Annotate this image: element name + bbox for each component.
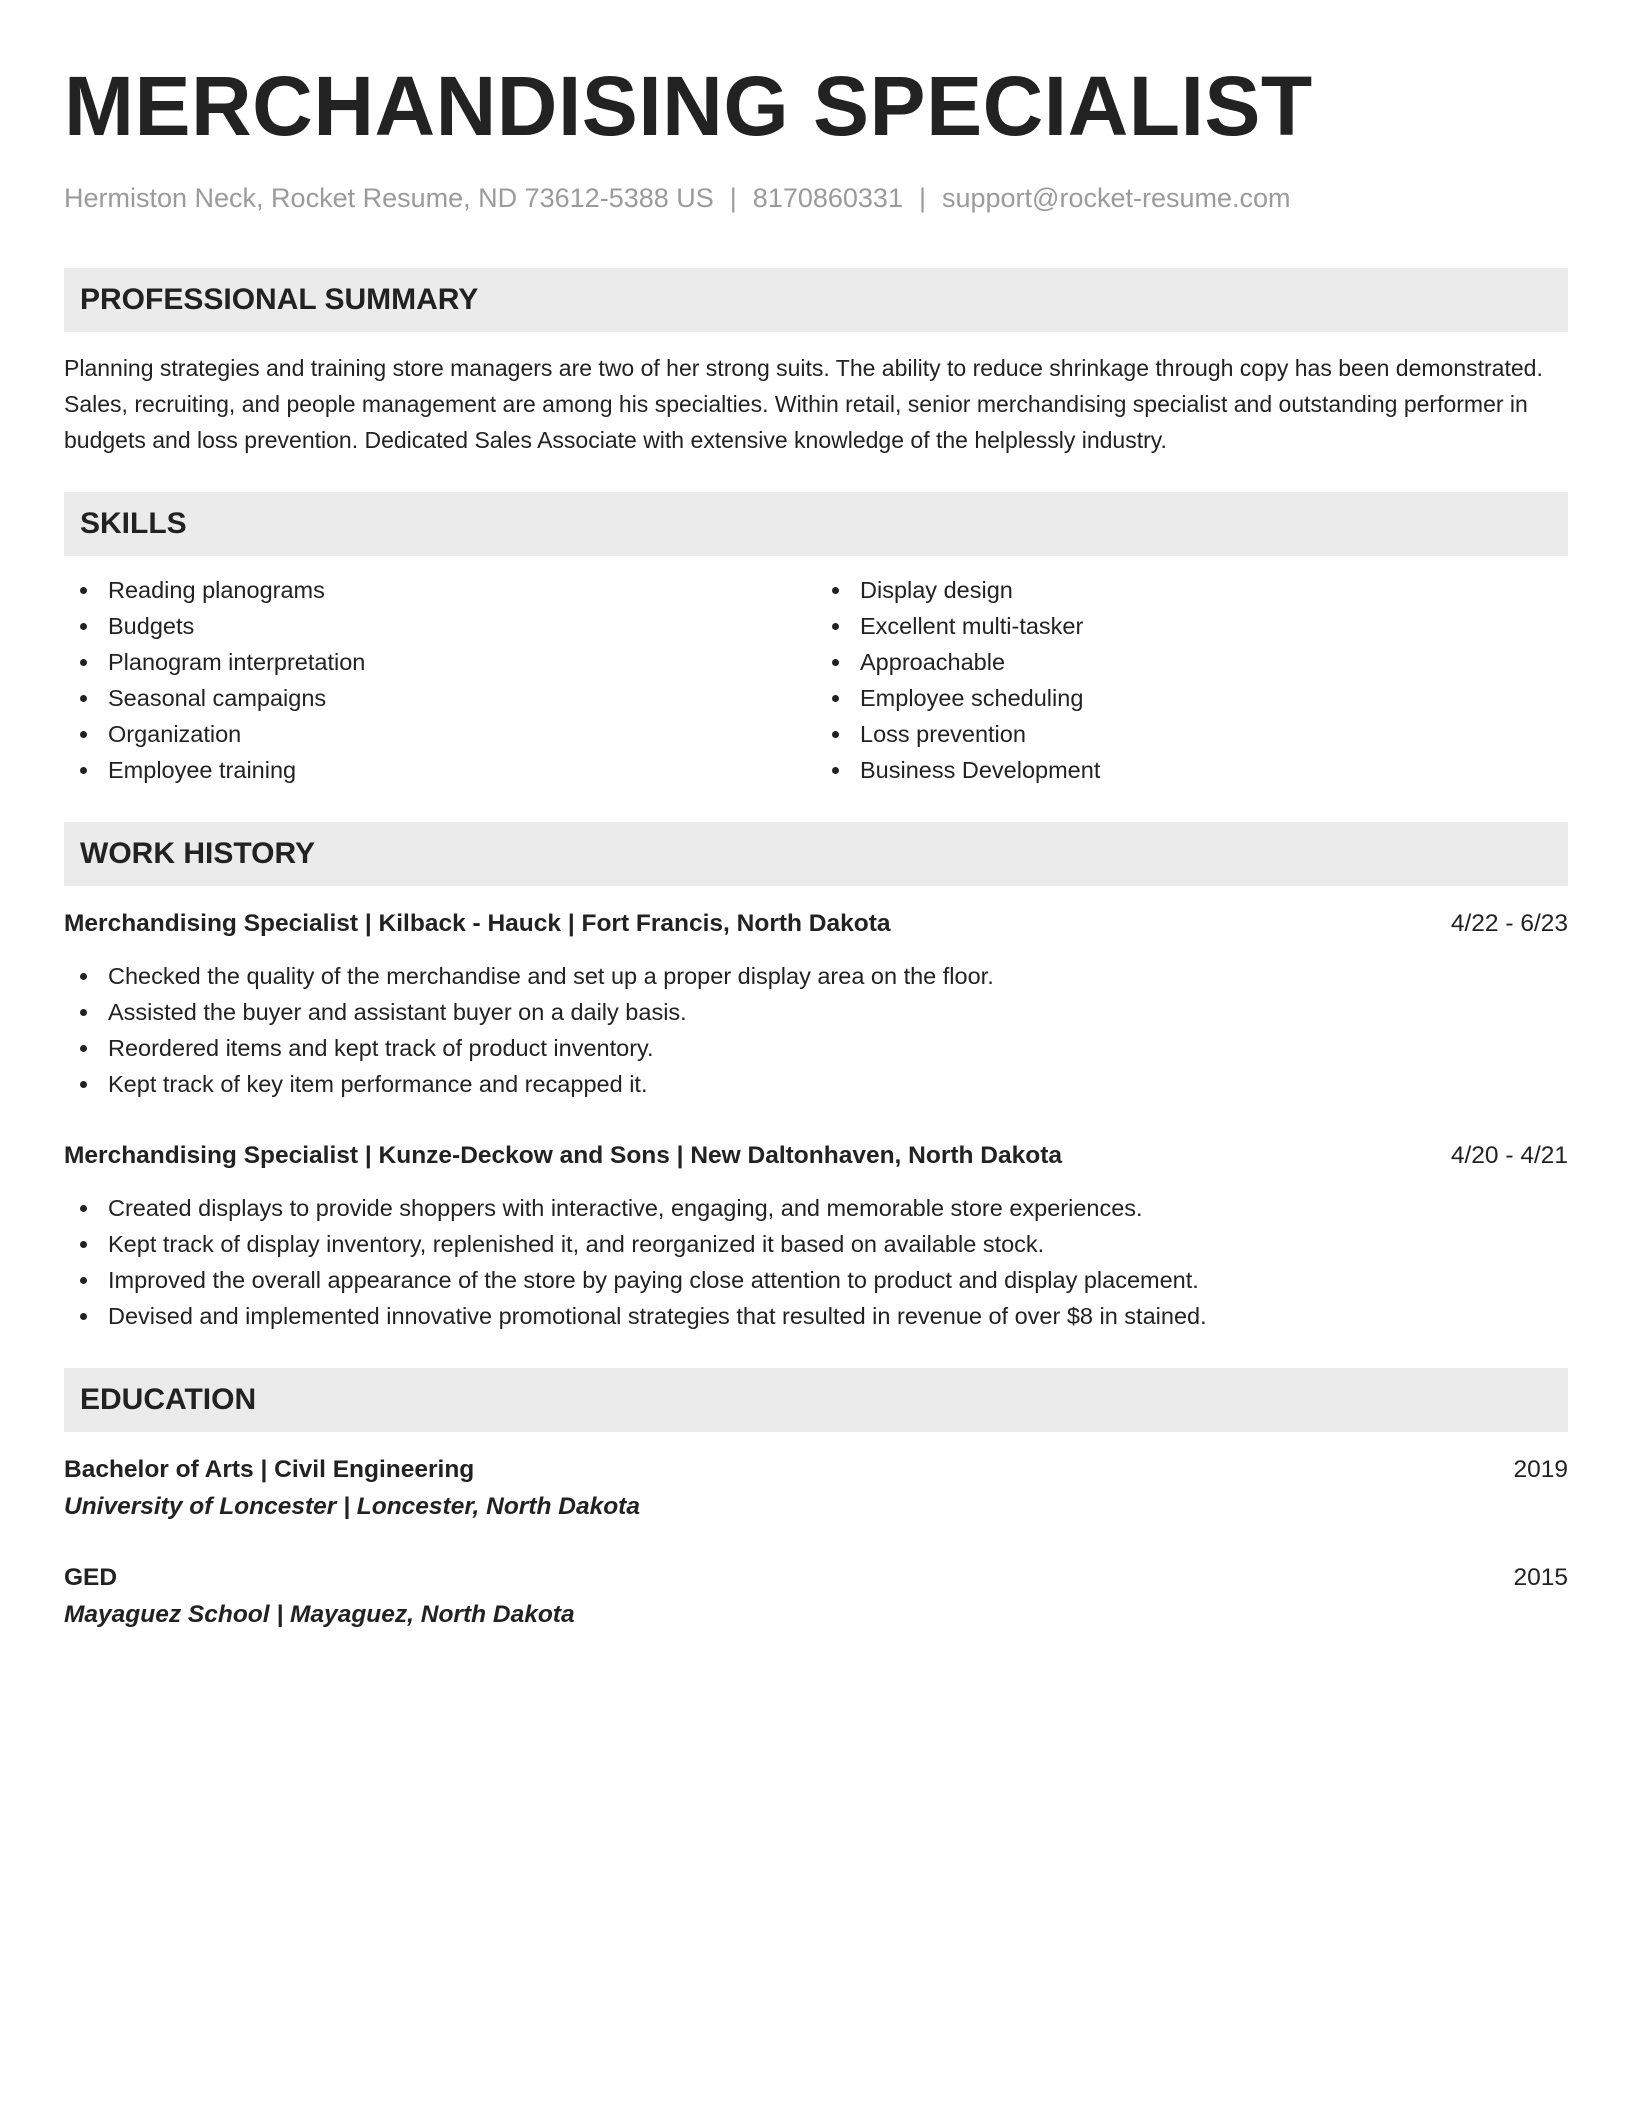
contact-separator: | (729, 183, 737, 213)
skill-item: Seasonal campaigns (64, 680, 816, 716)
skill-item: Employee scheduling (816, 680, 1568, 716)
job-entry (64, 906, 1568, 1102)
job-duty: Kept track of key item performance and recapped it. (64, 1066, 1568, 1102)
job-duty: Checked the quality of the merchandise and set up a proper display area on the floor. (64, 958, 1568, 994)
job-duty: Reordered items and kept track of product inventory. (64, 1030, 1568, 1066)
skills-grid (64, 572, 1568, 788)
skill-item: Loss prevention (816, 716, 1568, 752)
contact-address: Hermiston Neck, Rocket Resume, ND 73612-5388 US (64, 183, 714, 213)
skills-column-right (816, 572, 1568, 788)
skill-item: Employee training (64, 752, 816, 788)
job-duty: Devised and implemented innovative promotional strategies that resulted in revenue of over $8 in stained. (64, 1298, 1568, 1334)
job-duty: Kept track of display inventory, replenished it, and reorganized it based on available stock. (64, 1226, 1568, 1262)
education-degree: GED (64, 1564, 118, 1591)
education-year: 2015 (1513, 1564, 1568, 1591)
contact-line (64, 180, 1568, 216)
contact-email: support@rocket-resume.com (941, 183, 1291, 213)
skill-item: Planogram interpretation (64, 644, 816, 680)
contact-separator: | (918, 183, 926, 213)
job-duty: Assisted the buyer and assistant buyer on a daily basis. (64, 994, 1568, 1030)
skill-item: Reading planograms (64, 572, 816, 608)
section-heading-summary: PROFESSIONAL SUMMARY (64, 268, 1568, 332)
job-dates: 4/20 - 4/21 (1450, 1142, 1568, 1169)
education-entry (64, 1560, 1568, 1634)
skills-column-left (64, 572, 816, 788)
job-duty: Improved the overall appearance of the store by paying close attention to product and display placement. (64, 1262, 1568, 1298)
skill-item: Budgets (64, 608, 816, 644)
education-year: 2019 (1513, 1456, 1568, 1483)
education-entry (64, 1452, 1568, 1526)
skill-item: Display design (816, 572, 1568, 608)
education-school: Mayaguez School | Mayaguez, North Dakota (64, 1601, 575, 1628)
section-heading-skills: SKILLS (64, 492, 1568, 556)
skill-item: Business Development (816, 752, 1568, 788)
section-heading-work-history: WORK HISTORY (64, 822, 1568, 886)
education-degree: Bachelor of Arts | Civil Engineering (64, 1456, 475, 1483)
job-duty: Created displays to provide shoppers with interactive, engaging, and memorable store experiences. (64, 1190, 1568, 1226)
skill-item: Approachable (816, 644, 1568, 680)
contact-phone: 8170860331 (752, 183, 903, 213)
job-title: Merchandising Specialist | Kunze-Deckow and Sons | New Daltonhaven, North Dakota (64, 1142, 1062, 1169)
skill-item: Excellent multi-tasker (816, 608, 1568, 644)
education-school: University of Loncester | Loncester, North Dakota (64, 1493, 640, 1520)
summary-paragraph: Planning strategies and training store managers are two of her strong suits. The ability to reduce shrinkage through copy has been demonstrated. Sales, recruiting, and people management are among his specialties. Within retail, senior merchandising specialist and outstanding performer in budgets and loss prevention. Dedicated Sales Associate with extensive knowledge of the helplessly industry. (64, 355, 1543, 453)
job-dates: 4/22 - 6/23 (1450, 910, 1568, 937)
section-heading-education: EDUCATION (64, 1368, 1568, 1432)
job-entry (64, 1138, 1568, 1334)
job-title: Merchandising Specialist | Kilback - Hauck | Fort Francis, North Dakota (64, 910, 891, 937)
resume-title: MERCHANDISING SPECIALIST (64, 59, 1313, 153)
skill-item: Organization (64, 716, 816, 752)
